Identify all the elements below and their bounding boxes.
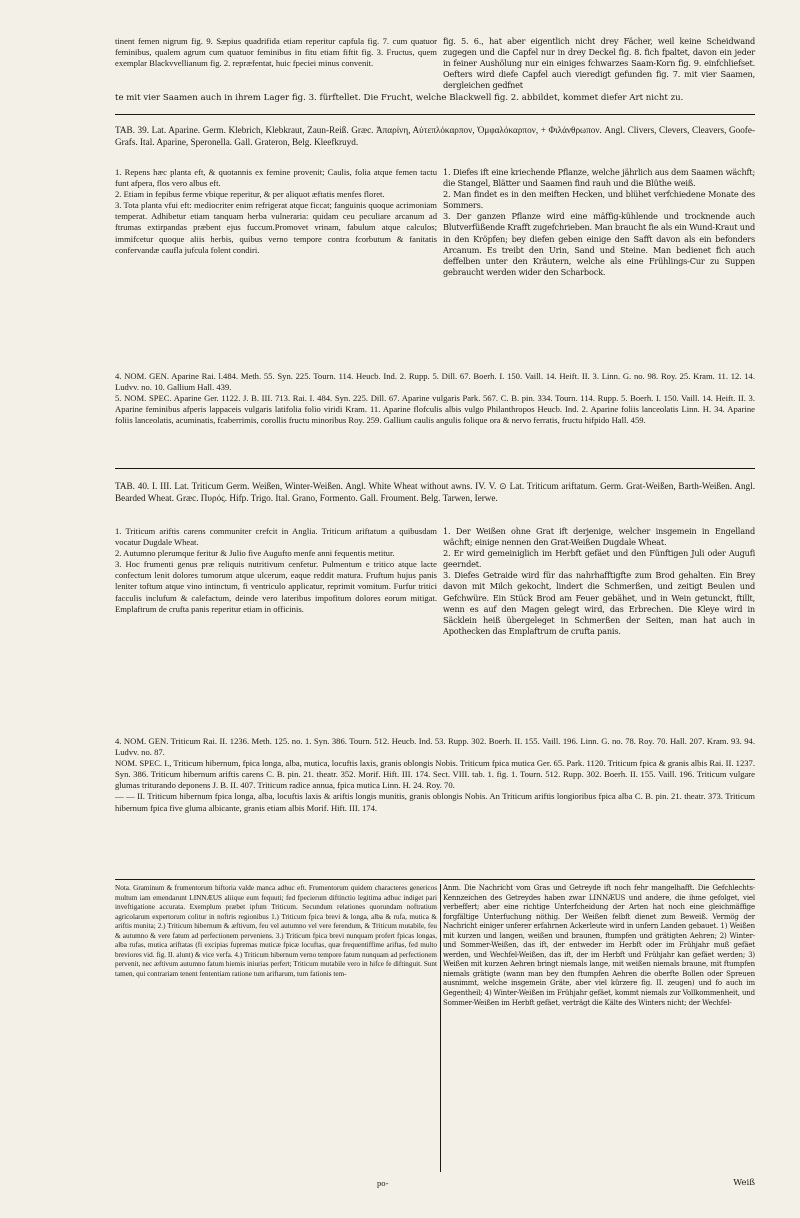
catchword-right: Weiß <box>733 1178 755 1188</box>
top-german-text <box>443 36 755 91</box>
tab40-section <box>115 481 755 504</box>
tab40-german-3: 3. Diefes Getraide wird für das nahrhafftigfte zum Brod gehalten. Ein Brey davon mit Milch gekocht, lindert die Schmerßen, und zeitigt Beulen und Gefchwüre. Ein Stück Brod am Feuer gebähet, und in Wein getunckt, ftillt, wenn es auf den Magen gelegt wird, das Erbrechen. Die Kleye wird in Säcklein heiß übergeleget in Schmerßen der Seiten, man hat auch in Apothecken das Emplaftrum de crufta panis. <box>443 570 755 636</box>
tab40-german-column <box>443 526 755 637</box>
anmerkung-german: Anm. Die Nachricht vom Gras und Getreyde ift noch fehr mangelhafft. Die Gefchlechts-Kennzeichen des Getreydes haben zwar LINNÆUS und andere, die ihme gefolget, viel verbeffert; aber eine richtige Unterfcheidung der Arten hat noch eine gleichmäffige forgfältige Unterfuchung nöthig. Der Weißen felbft dienet zum Beweiß. Vermög der Nachricht einiger unferer erfahrnen Ackerleute wird in unfern Landen gebauet. 1) Weißen mit kurzen und langen, weißen und braunen, ftumpfen und grätigten Aehren; 2) Winter- und Sommer-Weißen, das ift, der entweder im Herbft oder im Frühjahr muß gefäet werden, und Wechfel-Weißen, das ift, der im Herbft und Frühjahr kan gefäet werden; 3) Weißen mit kurzen Aehren bringt niemals lange, mit weißen niemals braune, mit ftumpfen niemals grätigte (wann man bey den ftumpfen Aehren die oberfte Bollen oder Spreuen ausnimmt, welche insgemein Gräte, aber viel kürzere fig. II. zeugen) und fo auch im Gegentheil; 4) Winter-Weißen im Frühjahr gefäet, kommt niemals zur Vollkommenheit, und Sommer-Weißen im Herbft gefäet, verträgt die Kälte des Winters nicht; der Wechfel- <box>443 884 755 1007</box>
top-german-paragraph: fig. 5. 6., hat aber eigentlich nicht drey Fächer, weil keine Scheidwand zugegen und die Capfel nur in drey Deckel fig. 8. fich fpaltet, davon ein jeder in feiner Aushölung nur ein einiges fchwarzes Saam-Korn fig. 9. einfchliefset. Oefters wird diefe Capfel auch vieredigt gefunden fig. 7. mit vier Saamen, dergleichen gedfnet <box>443 36 755 91</box>
tab40-nom-gen: 4. NOM. GEN. Triticum Rai. II. 1236. Meth. 125. no. 1. Syn. 386. Tourn. 512. Heucb. Ind. 53. Rupp. 302. Boerh. II. 155. Vaill. 196. Linn. G. no. 78. Roy. 70. Hall. 207. Kram. 93. 94. Ludvv. no. 87. <box>115 736 755 758</box>
notes-section <box>115 884 755 1174</box>
tab39-german-1: 1. Diefes ift eine kriechende Pflanze, welche jährlich aus dem Saamen wächft; die Stangel, Blätter und Saamen find rauh und die Blüthe weiß. <box>443 167 755 189</box>
tab40-nomenclature <box>115 736 755 814</box>
column-divider <box>440 884 441 1172</box>
rule-notes <box>115 879 755 880</box>
top-latin-paragraph: tinent femen nigrum fig. 9. Sæpius quadrifida etiam reperitur capfula fig. 7. cum quatuor feminibus, qualem agrum cum quatuor feminibus in fitu etiam fiftit fig. 3. Fructus, quem exemplar Blackvvellianum fig. 2. repræfentat, huic fpeciei minus convenit. <box>115 36 437 69</box>
catchword-left: po- <box>377 1178 389 1188</box>
tab39-section <box>115 125 755 148</box>
tab39-heading: TAB. 39. Lat. Aparine. Germ. Klebrich, Klebkraut, Zaun-Reiß. Græc. Ἀπαρίνη, Αὐτεπλόκαρπον, Ὀμφαλόκαρπον, + Φιλάνθρωπον. Angl. Clivers, Clevers, Cleavers, Goofe-Grafs. Ital. Aparine, Speronella. Gall. Grateron, Belg. Kleefkruyd. <box>115 125 755 147</box>
tab39-columns <box>115 167 755 377</box>
tab40-latin-2: 2. Autumno plerumque feritur & Julio five Augufto menfe anni fequentis metitur. <box>115 548 395 559</box>
top-latin-text <box>115 36 437 69</box>
tab39-nomenclature <box>115 371 755 426</box>
tab40-nom-spec-2: — — II. Triticum hibernum fpica longa, alba, locuftis laxis & ariftis longis munitis, granis oblongis Nobis. An Triticum ariftis longioribus fpica alba C. B. pin. 21. theatr. 373. Triticum hibernum fpica five glumа albicante, granis etiam albis Morif. Hift. III. 174. <box>115 791 755 813</box>
rule-middle <box>115 468 755 469</box>
nota-latin: Nota. Graminum & frumentorum hiftoria valde manca adhuc eft. Frumentorum quidem characteres genericos multum iam emendarunt LINNÆUS aliique eum fequuti; fed fpecierum diftinctio legitima adhuc indiget pari inveftigatione accurata. Exemplum præbet ipfum Triticum. Secundum relationes quorundam noftratium agricolarum expertorum colitur in noftris regionibus 1.) Triticum fpica brevi & longa, alba & rufa, mutica & ariftis munita; 2.) Triticum hibernum & æftivum, feu vel autumno vel vere ferendum, & Triticum mutabile, feu & autumno & vere fatum ad perfectionem perveniens. 3.) Triticum fpica brevi nunquam profert fpicas longas, alba rufas, mutica ariftatas (fi excipias fupremas muticæ fpicæ locuftas, quæ frequentiffime ariftas, fed multo breviores vid. fig. II. alunt) & vice verfa. 4.) Triticum hibernum verno tempore fatum nunquam ad perfectionem pervenit, nec æftivum autumno fatum hiemis iniurias perfert; Triticum mutabile vero in hifce fe diftinguit. Sunt tamen, qui contrariam tenent fententiam ratione tum ariftarum, tum fationis tem- <box>115 884 437 978</box>
tab39-latin-2: 2. Etiam in fepibus ferme vbique reperitur, & per aliquot æftatis menfes floret. <box>115 189 385 200</box>
tab39-german-column <box>443 167 755 278</box>
tab40-columns <box>115 526 755 746</box>
tab40-nom-spec-1: NOM. SPEC. I., Triticum hibernum, fpica longa, alba, mutica, locuftis laxis, granis oblongis Nobis. Triticum fpica mutica Ger. 65. Park. 1120. Triticum fpica & granis albis Rai. II. 1237. Syn. 386. Triticum hibernum ariftis carens C. B. pin. 21. theatr. 352. Morif. Hift. III. 174. Sect. VIII. tab. 1. fig. 1. Tourn. 512. Rupp. 302. Boerh. II. 155. Vaill. 196. Triticum vulgare glumas triturando deponens J. B. II. 407. Triticum radice annua, fpica mutica Linn. H. 24. Roy. 70. <box>115 758 755 791</box>
tab39-latin-1: 1. Repens hæc planta eft, & quotannis ex femine provenit; Caulis, folia atque femen tactu funt afpera, flos vero albus eft. <box>115 167 437 189</box>
tab40-latin-1: 1. Triticum ariftis carens communiter crefcit in Anglia. Triticum ariftatum a quibusdam vocatur Dugdale Wheat. <box>115 526 437 548</box>
tab39-german-2: 2. Man findet es in den meiften Hecken, und blühet verfchiedene Monate des Sommers. <box>443 189 755 211</box>
rule-top <box>115 114 755 115</box>
tab40-latin-column <box>115 526 437 615</box>
tab39-latin-3: 3. Tota planta vfui eft: mediocriter enim refrigerat atque ficcat; fanguinis quoque acrimoniam temperat. Adhibetur etiam tanquam herba vulneraria: quidam ceu peculiare arcanum ad ftrumas extirpandas præbent ejus fuccum.Promovet vrinam, fabulum atque calculos; immifcetur quoque aliis herbis, quibus verno tempore contra fcorbutum & fanitatis confervandæ caufla jufcula folent condiri. <box>115 200 437 255</box>
tab39-nom-spec: 5. NOM. SPEC. Aparine Ger. 1122. J. B. III. 713. Rai. I. 484. Syn. 225. Dill. 67. Aparine vulgaris Park. 567. C. B. pin. 334. Tourn. 114. Rupp. 5. Boerh. I. 150. Vaill. 14. Heift. II. 3. Aparine feminibus afperis lappaceis vulgaris latifolia folio viridi Kram. 11. Aparine flofculis albis vulgo Philanthropos Heucb. Ind. 2. Aparine foliis lanceolatis Linn. H. 34. Aparine foliis lanceolatis, acuminatis, fcaberrimis, corollis fructu minoribus Roy. 259. Gallium caulis angulis folique ora & nervo ferratis, fructu hifpido Hall. 459. <box>115 393 755 426</box>
tab40-heading: TAB. 40. I. III. Lat. Triticum Germ. Weißen, Winter-Weißen. Angl. White Wheat without awns. IV. V. ⊙ Lat. Triticum ariftatum. Germ. Grat-Weißen, Barth-Weißen. Angl. Bearded Wheat. Græc. Πυρός. Hifp. Trigo. Ital. Grano, Formento. Gall. Froument. Belg. Tarwen, Ierwe. <box>115 481 755 503</box>
tab39-latin-column <box>115 167 437 256</box>
tab40-latin-3: 3. Hoc frumenti genus præ reliquis nutritivum cenfetur. Pulmentum e tritico atque lacte confectum lenit dolores tumorum atque ulcerum, eaque reddit maturа. Fruftum hujus panis leniter toftum atque vino intinctum, fi ventriculo applicatur, reprimit vomitum. Furfur tritici facculis inclufum & calefactum, deinde vero lateribus impofitum dolores eorum mitigat. Emplaftrum de crufta panis reperitur etiam in officinis. <box>115 559 437 614</box>
top-fullwidth-line: te mit vier Saamen auch in ihrem Lager fig. 3. fürftellet. Die Frucht, welche Blackwell fig. 2. abbildet, kommet diefer Art nicht zu. <box>115 93 684 103</box>
notes-german-column <box>443 884 755 1008</box>
notes-latin-column <box>115 884 437 979</box>
tab39-german-3: 3. Der ganzen Pflanze wird eine mäffig-kühlende und trocknende auch Blutverfüßende Krafft zugefchrieben. Man braucht fie als ein Wund-Kraut und in den Kröpfen; bey diefen geben einige den Safft davon als ein befonders Arcanum. Es treibt den Urin, Sand und Steine. Man bedienet fich auch deffelben unter den Kräutern, welche als eine Frühlings-Cur zu Suppen gebraucht werden wider den Scharbock. <box>443 211 755 277</box>
tab40-german-2: 2. Er wird gemeiniglich im Herbft gefäet und den Fünftigen Juli oder Augufi geerndet. <box>443 548 755 570</box>
tab40-german-1: 1. Der Weißen ohne Grat ift derjenige, welcher insgemein in Engelland wächft; einige nennen den Grat-Weißen Dugdale Wheat. <box>443 526 755 548</box>
tab39-nom-gen: 4. NOM. GEN. Aparine Rai. l.484. Meth. 55. Syn. 225. Tourn. 114. Heucb. Ind. 2. Rupp. 5. Dill. 67. Boerh. I. 150. Vaill. 14. Heift. II. 3. Linn. G. no. 98. Roy. 25. Kram. 11. 12. 14. Ludvv. no. 10. Gallium Hall. 439. <box>115 371 755 393</box>
